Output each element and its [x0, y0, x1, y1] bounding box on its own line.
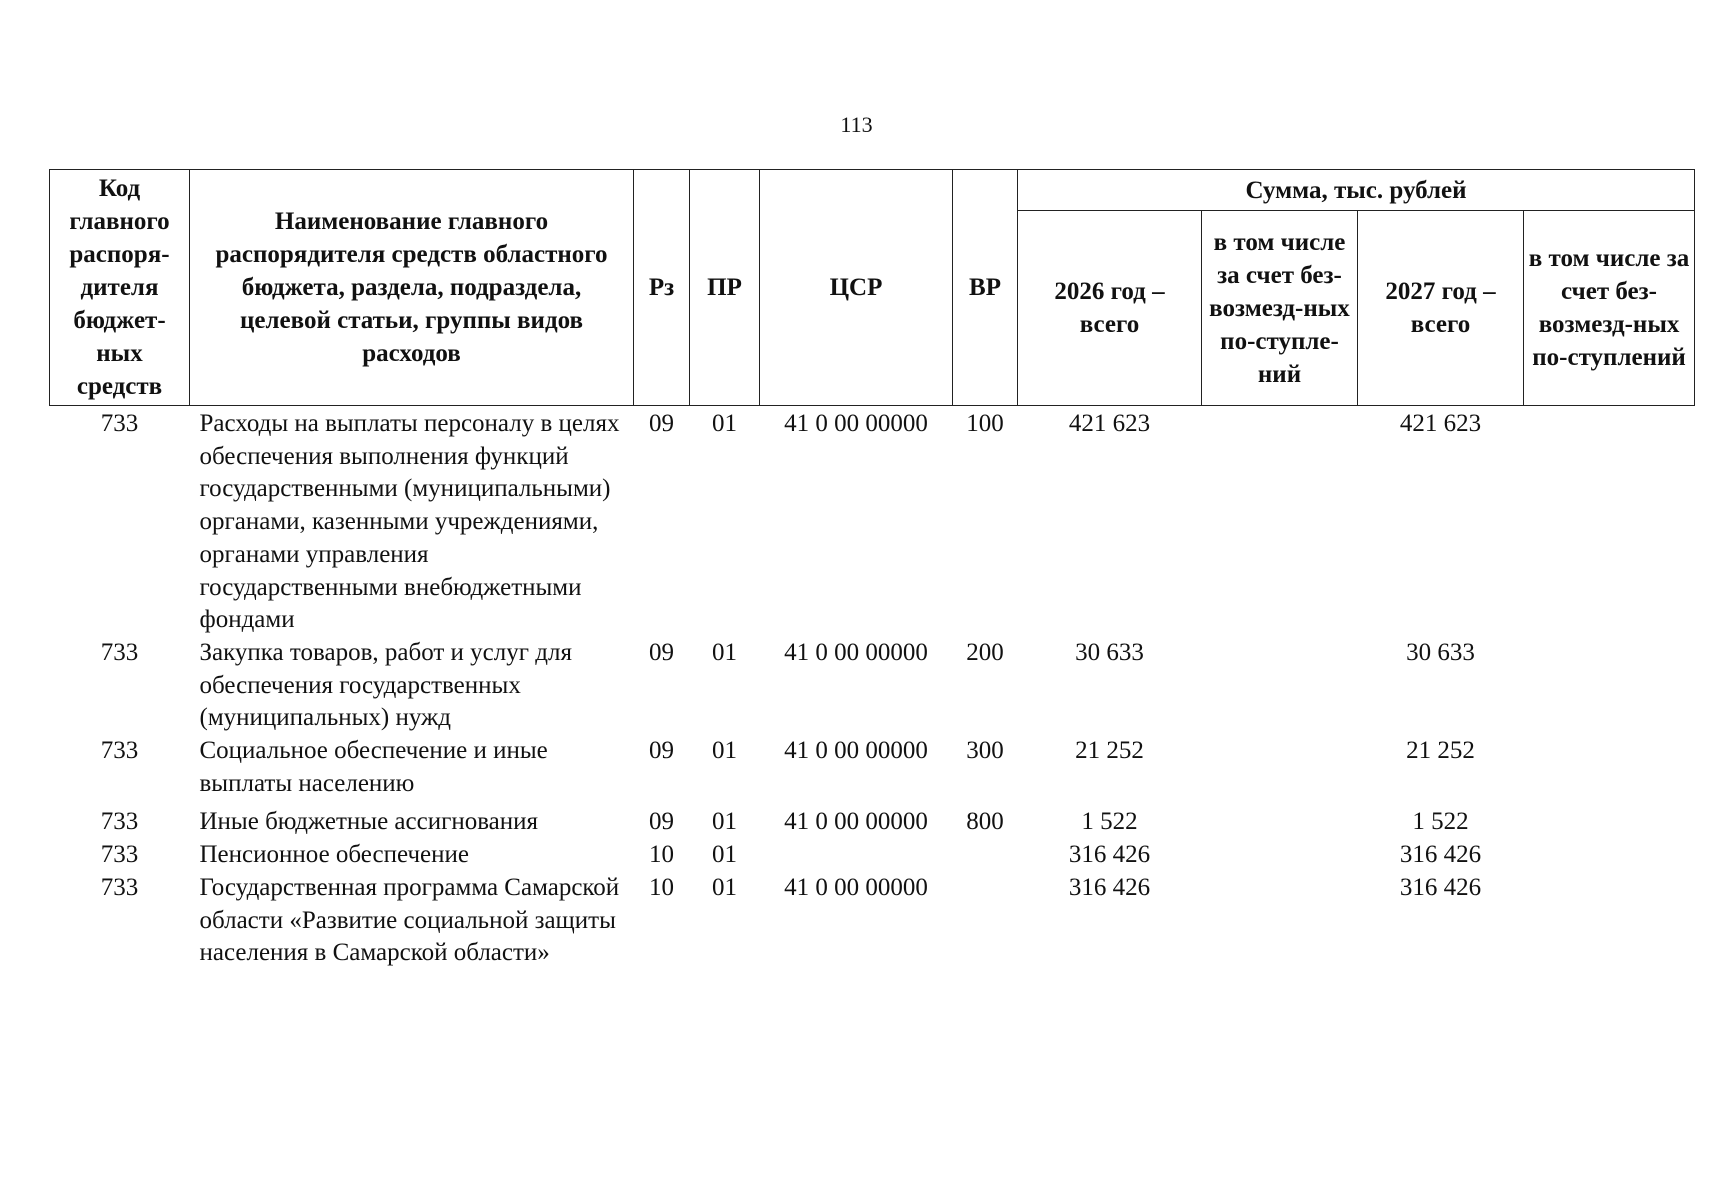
cell-2027-total: 421 623: [1399, 410, 1482, 437]
cell-2027-total: 21 252: [1406, 737, 1475, 765]
cell-name: Социальное обеспечение и иные выплаты населению: [199, 737, 548, 797]
cell-2027-free: [1524, 735, 1695, 800]
cell-name: Закупка товаров, работ и услуг для обеспечения государственных (муниципальных) нужд: [199, 638, 572, 732]
cell-name: Иные бюджетные ассигнования: [199, 808, 539, 836]
cell-2026-free: [1202, 800, 1358, 839]
cell-pr: 01: [712, 841, 737, 869]
cell-2027-free: [1524, 839, 1695, 872]
cell-code: 733: [100, 841, 139, 869]
cell-vr: 200: [966, 638, 1004, 666]
header-2027-total: 2027 год – всего: [1358, 211, 1524, 406]
cell-name: Пенсионное обеспечение: [199, 841, 469, 869]
cell-2026-free: [1202, 637, 1358, 735]
header-rz: Рз: [634, 170, 690, 406]
cell-2026-total: 1 522: [1081, 808, 1138, 836]
cell-csr: 41 0 00 00000: [784, 808, 928, 836]
cell-pr: 01: [712, 410, 737, 437]
cell-vr: [953, 872, 1018, 970]
cell-name: Государственная программа Самарской области «Развитие социальной защиты населения в Самарской области»: [199, 873, 620, 967]
table-row: [50, 839, 1695, 872]
cell-csr: [760, 839, 953, 872]
cell-rz: 09: [649, 410, 674, 437]
table-row: [50, 637, 1695, 735]
header-csr: ЦСР: [760, 170, 953, 406]
cell-2027-total: 1 522: [1412, 808, 1469, 836]
cell-vr: 800: [966, 808, 1004, 836]
table-row: [50, 735, 1695, 800]
cell-rz: 09: [649, 737, 674, 765]
header-2026-free: в том числе за счет без-возмезд-ных по-ступле-ний: [1202, 211, 1358, 406]
cell-pr: 01: [712, 737, 737, 765]
cell-2026-total: 421 623: [1068, 410, 1151, 437]
cell-rz: 09: [649, 808, 674, 836]
cell-2026-total: 316 426: [1068, 873, 1151, 901]
cell-pr: 01: [712, 808, 737, 836]
table-row: [50, 800, 1695, 839]
table-row: [50, 406, 1695, 637]
cell-code: 733: [100, 737, 139, 765]
cell-vr: [953, 839, 1018, 872]
cell-2026-total: 30 633: [1075, 638, 1144, 666]
cell-csr: 41 0 00 00000: [784, 873, 928, 901]
cell-code: 733: [100, 410, 139, 437]
cell-2027-free: [1524, 872, 1695, 970]
cell-2027-free: [1524, 406, 1695, 637]
cell-pr: 01: [712, 873, 737, 901]
cell-csr: 41 0 00 00000: [784, 737, 928, 765]
cell-name: Расходы на выплаты персоналу в целях обеспечения выполнения функций государственными (муниципальными) органами, казенными учреждениями, органами управления государственными внебюджетными фондами: [199, 410, 620, 634]
header-code: Код главного распоря-дителя бюджет-ных средств: [50, 170, 190, 406]
cell-rz: 10: [649, 841, 674, 869]
header-sum: Сумма, тыс. рублей: [1018, 170, 1695, 211]
cell-2026-free: [1202, 406, 1358, 637]
cell-2027-free: [1524, 800, 1695, 839]
cell-2026-total: 21 252: [1075, 737, 1144, 765]
budget-table: [49, 169, 1695, 970]
cell-code: 733: [100, 873, 139, 901]
cell-2026-total: 316 426: [1068, 841, 1151, 869]
table-row: [50, 872, 1695, 970]
cell-pr: 01: [712, 638, 737, 666]
cell-csr: 41 0 00 00000: [784, 638, 928, 666]
table-body: [50, 406, 1695, 970]
table-header: [50, 170, 1695, 406]
cell-rz: 10: [649, 873, 674, 901]
cell-csr: 41 0 00 00000: [784, 410, 928, 437]
cell-code: 733: [100, 638, 139, 666]
cell-2026-free: [1202, 735, 1358, 800]
cell-2026-free: [1202, 872, 1358, 970]
header-name: Наименование главного распорядителя средств областного бюджета, раздела, подраздела, целевой статьи, группы видов расходов: [190, 170, 634, 406]
cell-2027-free: [1524, 637, 1695, 735]
cell-rz: 09: [649, 638, 674, 666]
cell-vr: 100: [966, 410, 1004, 437]
header-vr: ВР: [953, 170, 1018, 406]
cell-2027-total: 316 426: [1399, 841, 1482, 869]
page-number: 113: [840, 112, 873, 137]
cell-code: 733: [100, 808, 139, 836]
header-pr: ПР: [690, 170, 760, 406]
cell-2026-free: [1202, 839, 1358, 872]
cell-2027-total: 316 426: [1399, 873, 1482, 901]
header-2027-free: в том числе за счет без-возмезд-ных по-ступлений: [1524, 211, 1695, 406]
header-2026-total: 2026 год – всего: [1018, 211, 1202, 406]
cell-2027-total: 30 633: [1406, 638, 1475, 666]
cell-vr: 300: [966, 737, 1004, 765]
